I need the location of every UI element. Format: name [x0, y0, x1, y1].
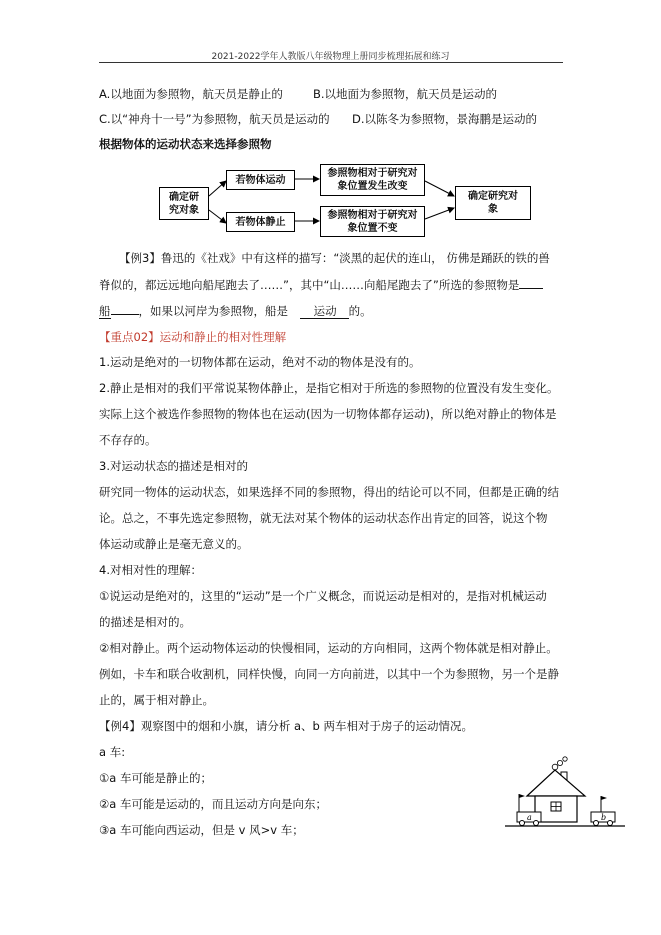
example4-a3: ③a 车可能向西运动，但是 v 风>v 车；	[99, 823, 304, 837]
flow-moving-label: 若物体运动	[235, 174, 286, 186]
keypoint-heading: 【重点02】运动和静止的相对性理解	[99, 330, 287, 344]
keypoint-p4-2-line2: 例如，卡车和联合收割机，同样快慢，向同一方向前进，以其中一个为参照物，另一个是静	[99, 667, 559, 681]
example3-line2	[99, 276, 543, 293]
example3-line3-end: 的。	[348, 304, 372, 318]
example4-car-a: a 车:	[99, 745, 126, 759]
flow-moving-box	[226, 170, 295, 190]
flow-static-result-box	[320, 206, 425, 237]
flow-static-box	[226, 212, 295, 232]
keypoint-p3-line2: 论。总之，不事先选定参照物，就无法对某个物体的运动状态作出肯定的回答，说这个物	[99, 511, 548, 525]
keypoint-p4-1-line1: ①说运动是绝对的，这里的“运动”是一个广义概念，而说运动是相对的，是指对机械运动	[99, 589, 547, 603]
arrow-moving-result-to-end	[425, 181, 454, 196]
example3-blank-1	[111, 302, 139, 315]
car-b-label: b	[601, 813, 607, 822]
option-c: C.以“神舟十一号”为参照物，航天员是运动的	[99, 112, 330, 126]
smoke-icon	[552, 757, 567, 770]
flow-start-label: 确定研究对象	[169, 191, 199, 216]
keypoint-p4-1-line2: 的描述是相对的。	[99, 615, 191, 629]
keypoint-p1: 1.运动是绝对的一切物体都在运动，绝对不动的物体是没有的。	[99, 355, 421, 369]
keypoint-p2-line1: 2.静止是相对的我们平常说某物体静止，是指它相对于所选的参照物的位置没有发生变化。	[99, 381, 559, 395]
flow-end-box	[455, 186, 531, 220]
keypoint-p4-2-line1: ②相对静止。两个运动物体运动的快慢相同，运动的方向相同，这两个物体就是相对静止。	[99, 641, 558, 655]
option-a: A.以地面为参照物，航天员是静止的	[99, 87, 283, 101]
section-heading: 根据物体的运动状态来选择参照物	[99, 137, 272, 151]
keypoint-p4: 4.对相对性的理解：	[99, 563, 202, 577]
flow-static-result-label: 参照物相对于研究对象位置不变	[327, 209, 418, 234]
flow-moving-result-box	[320, 164, 425, 196]
car-a-label: a	[527, 813, 532, 822]
example4-a2: ②a 车可能是运动的，而且运动方向是向东；	[99, 797, 328, 811]
example4-a1: ①a 车可能是静止的；	[99, 771, 213, 785]
house-cars-figure	[505, 750, 625, 835]
option-b: B.以地面为参照物，航天员是运动的	[313, 87, 498, 101]
example3-line3	[99, 302, 372, 319]
example3-answer1: 船	[99, 304, 111, 318]
example4-line1: 【例4】观察图中的烟和小旗，请分析 a、b 两车相对于房子的运动情况。	[99, 719, 473, 733]
keypoint-p3: 3.对运动状态的描述是相对的	[99, 459, 248, 473]
keypoint-p3-line1: 研究同一物体的运动状态，如果选择不同的参照物，得出的结论可以不同，但都是正确的结	[99, 485, 559, 499]
example3-line1: 【例3】鲁迅的《社戏》中有这样的描写：“淡黑的起伏的连山， 仿佛是踊跃的铁的兽	[119, 251, 550, 265]
flow-end-label: 确定研究对象	[468, 191, 518, 215]
arrow-static-result-to-end	[425, 208, 454, 219]
roof-icon	[527, 770, 585, 796]
keypoint-p2-line3: 不存存的。	[99, 433, 157, 447]
example3-blank-trailing	[519, 276, 543, 289]
arrow-start-to-static	[209, 210, 226, 223]
flow-start-box	[159, 187, 209, 220]
arrow-start-to-moving	[209, 181, 226, 196]
keypoint-p2-line2: 实际上这个被选作参照物的物体也在运动(因为一切物体都存运动)，所以绝对静止的物体是	[99, 407, 557, 421]
example3-line2-text: 脊似的，都远远地向船尾跑去了……”，其中“山……向船尾跑去了”所选的参照物是	[99, 278, 520, 292]
option-d: D.以陈冬为参照物，景海鹏是运动的	[352, 112, 538, 126]
keypoint-p4-2-line3: 止的，属于相对静止。	[99, 693, 214, 707]
flow-static-label: 若物体静止	[235, 216, 286, 228]
example3-line3-text: ，如果以河岸为参照物，船是	[138, 304, 288, 318]
example3-answer2: 运动	[300, 304, 349, 319]
page-header: 2021-2022学年人教版八年级物理上册同步梳理拓展和练习	[211, 52, 450, 62]
keypoint-p3-line3: 体运动或静止是毫无意义的。	[99, 537, 249, 551]
flow-moving-result-label: 参照物相对于研究对象位置发生改变	[327, 168, 418, 192]
